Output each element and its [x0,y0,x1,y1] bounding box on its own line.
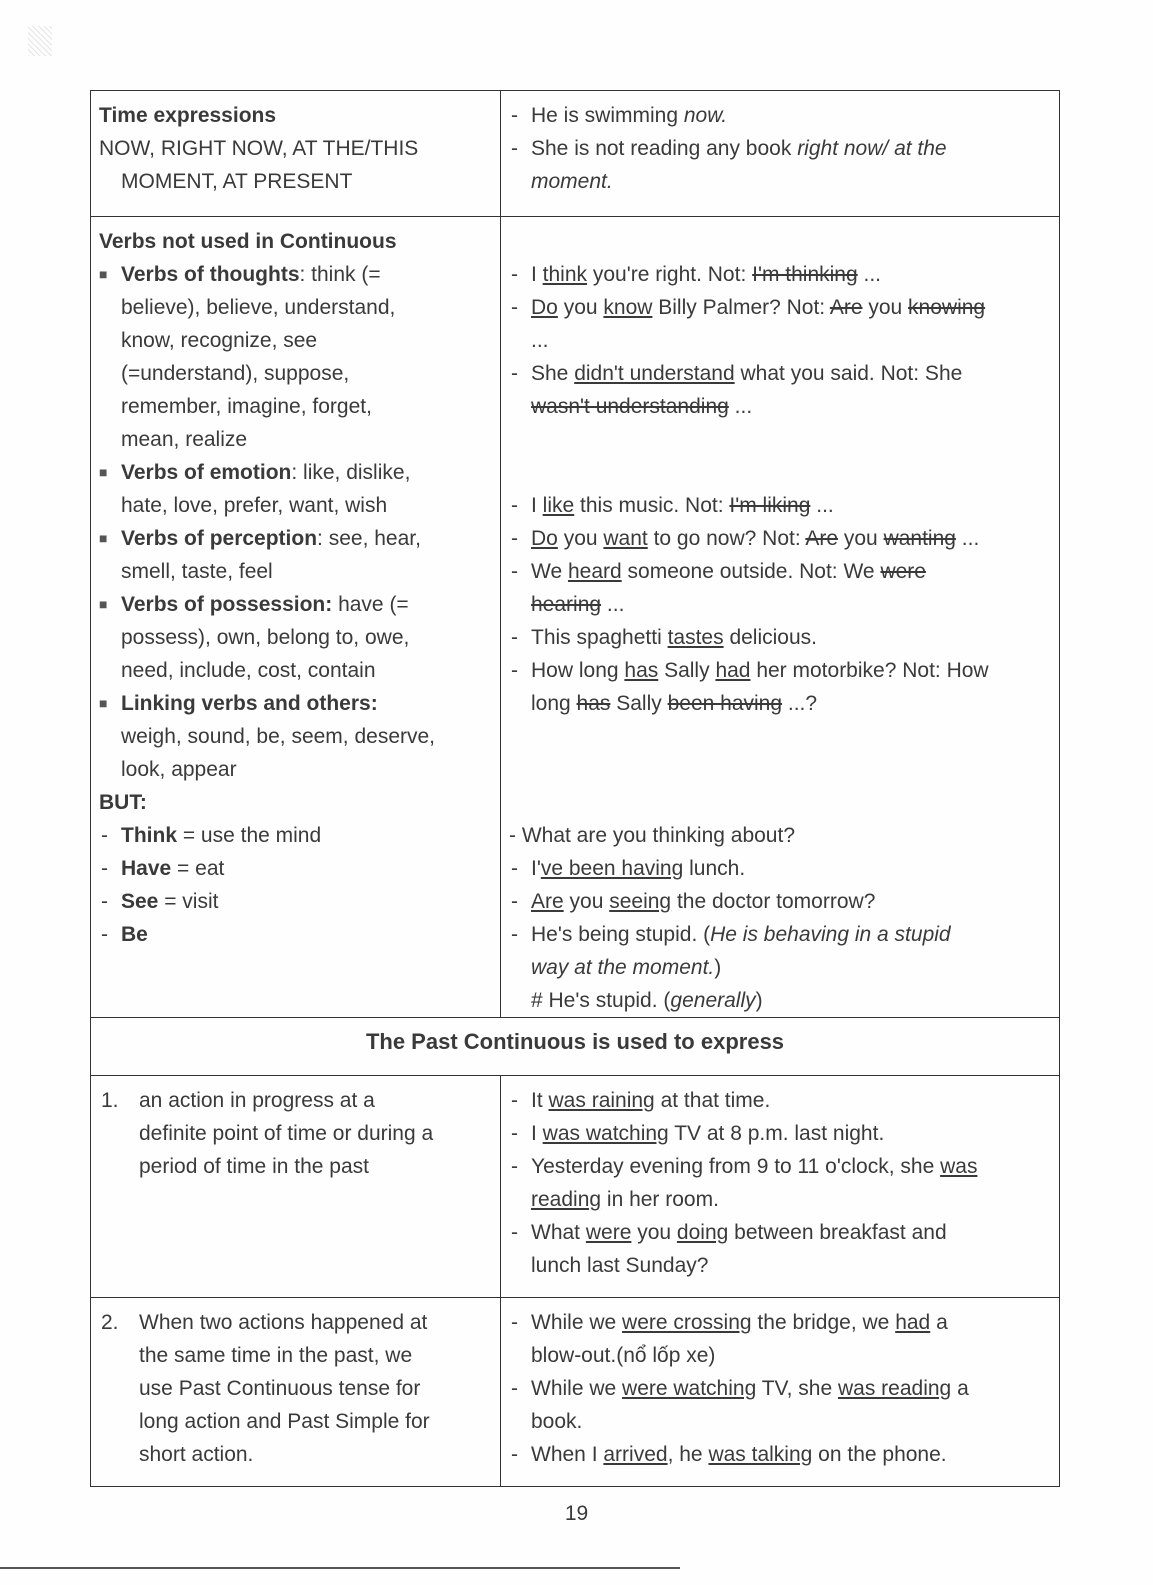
example-line: - He's being stupid. (He is behaving in a stupid [511,923,951,946]
list-item-line: long action and Past Simple for [139,1410,430,1433]
example-line: wasn't understanding ... [531,395,753,418]
example-line: - Do you want to go now? Not: Are you wanting ... [511,527,980,550]
list-item-line: (=understand), suppose, [121,362,350,385]
usage-cell [91,1298,501,1487]
verbs-examples-cell [501,217,1060,1018]
table-row [91,1076,1060,1298]
usage-examples-cell [501,1298,1060,1487]
list-item-line: definite point of time or during a [139,1122,434,1145]
bullet-icon: ■ [99,464,108,480]
list-item: ■ Verbs of emotion: like, dislike, [99,456,492,489]
bottom-rule [0,1567,680,1569]
time-expressions-line: MOMENT, AT PRESENT [121,170,353,193]
example-line: - I've been having lunch. [511,857,746,880]
list-item-line: the same time in the past, we [139,1344,413,1367]
example-line: moment. [531,170,613,193]
example-line: - Are you seeing the doctor tomorrow? [511,890,876,913]
page-number: 19 [564,1502,589,1525]
bullet-icon: ■ [99,596,108,612]
example-line: long has Sally been having ...? [531,692,818,715]
scan-artifact [28,26,52,56]
example-line: lunch last Sunday? [531,1254,709,1277]
list-item: ■ Verbs of perception: see, hear, [99,522,492,555]
list-item-line: period of time in the past [139,1155,369,1178]
list-item-line: look, appear [121,758,237,781]
list-item-line: know, recognize, see [121,329,318,352]
bullet-icon: ■ [99,695,108,711]
list-item-line: short action. [139,1443,254,1466]
example-line: - While we were watching TV, she was reading a [511,1377,969,1400]
time-expressions-line: NOW, RIGHT NOW, AT THE/THIS [99,137,419,160]
table-row [91,1018,1060,1076]
bullet-icon: ■ [99,530,108,546]
past-continuous-heading: The Past Continuous is used to express [91,1018,1060,1076]
list-item-line: believe), believe, understand, [121,296,396,319]
example-line: book. [531,1410,583,1433]
list-item-line: hate, love, prefer, want, wish [121,494,388,517]
list-item-line: smell, taste, feel [121,560,273,583]
example-line: - Yesterday evening from 9 to 11 o'clock, she was [511,1155,978,1178]
example-line: - We heard someone outside. Not: We were [511,560,926,583]
example-line: - How long has Sally had her motorbike? Not: How [511,659,989,682]
usage-cell [91,1076,501,1298]
example-line: blow-out.(nổ lốp xe) [531,1344,716,1367]
example-line: - I think you're right. Not: I'm thinking ... [511,263,882,286]
example-line: - What were you doing between breakfast and [511,1221,947,1244]
list-item-line: need, include, cost, contain [121,659,376,682]
example-line: - She didn't understand what you said. Not: She [511,362,963,385]
list-item-line: mean, realize [121,428,248,451]
example-line: - While we were crossing the bridge, we had a [511,1311,948,1334]
time-expressions-heading: Time expressions [99,104,277,127]
example-line: - Do you know Billy Palmer? Not: Are you knowing [511,296,986,319]
table-row [91,91,1060,217]
time-expressions-cell [91,91,501,217]
example-line: - When I arrived, he was talking on the phone. [511,1443,947,1466]
example-line: - He is swimming now. [511,104,728,127]
list-item: - Be [101,923,148,946]
example-line: way at the moment.) [531,956,722,979]
list-item-line: use Past Continuous tense for [139,1377,421,1400]
list-item: ■ Verbs of thoughts: think (= [99,258,492,291]
example-line: - It was raining at that time. [511,1089,771,1112]
verbs-not-continuous-cell [91,217,501,1018]
time-examples-cell [501,91,1060,217]
list-item: ■ Verbs of possession: have (= [99,588,492,621]
example-line: hearing ... [531,593,625,616]
example-line: # He's stupid. (generally) [531,989,763,1012]
example-line: reading in her room. [531,1188,719,1211]
example-line: - I like this music. Not: I'm liking ... [511,494,834,517]
but-label: BUT: [99,791,147,814]
list-item-line: possess), own, belong to, owe, [121,626,410,649]
list-item-line: weigh, sound, be, seem, deserve, [121,725,436,748]
list-item: - See = visit [101,890,219,913]
example-line: - She is not reading any book right now/ at the [511,137,947,160]
list-item: ■ Linking verbs and others: [99,687,492,720]
list-item: 2. When two actions happened at [101,1311,428,1334]
grammar-table [90,90,1060,1487]
list-item: - Have = eat [101,857,225,880]
example-line: - This spaghetti tastes delicious. [511,626,817,649]
example-line: - What are you thinking about? [509,824,796,847]
usage-examples-cell [501,1076,1060,1298]
example-line: ... [531,329,549,352]
list-item: 1. an action in progress at a [101,1089,375,1112]
example-line: - I was watching TV at 8 p.m. last night. [511,1122,885,1145]
table-row [91,217,1060,1018]
list-item: - Think = use the mind [101,824,322,847]
bullet-icon: ■ [99,266,108,282]
verbs-heading: Verbs not used in Continuous [99,230,397,253]
table-row [91,1298,1060,1487]
list-item-line: remember, imagine, forget, [121,395,372,418]
